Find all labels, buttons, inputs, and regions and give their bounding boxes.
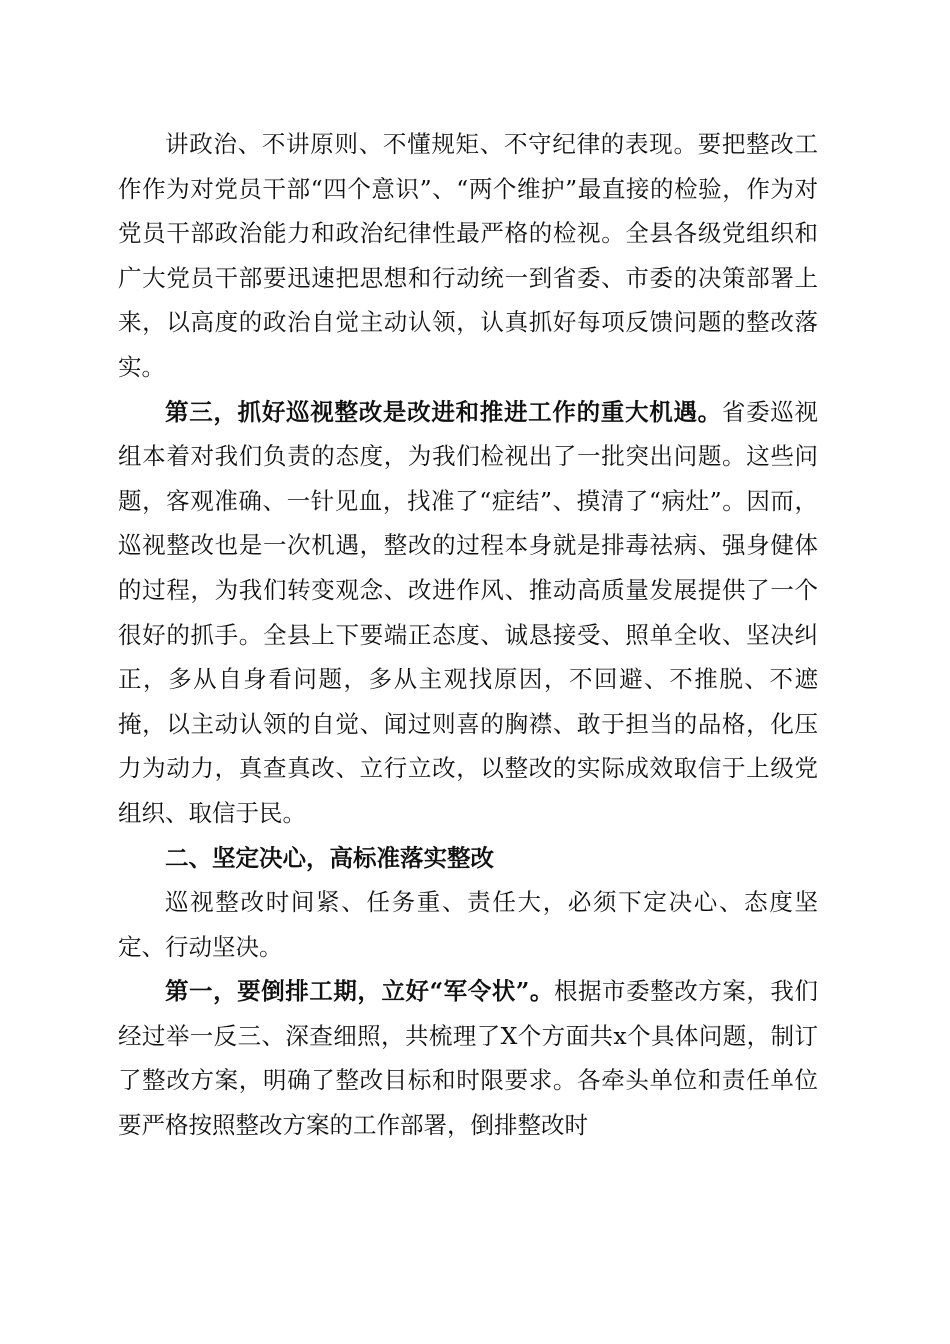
paragraph-2 (118, 390, 818, 836)
paragraph-5-text: 根据市委整改方案，我们经过举一反三、深查细照，共梳理了X个方面共x个具体问题，制订了整改方案，明确了整改目标和时限要求。各牵头单位和责任单位要严格按照整改方案的工作部署，倒排整改时 (118, 977, 818, 1140)
section-heading-2 (118, 836, 818, 881)
document-page (118, 122, 818, 1148)
paragraph-1-text: 讲政治、不讲原则、不懂规矩、不守纪律的表现。要把整改工作作为对党员干部“四个意识”、“两个维护”最直接的检验，作为对党员干部政治能力和政治纪律性最严格的检视。全县各级党组织和广大党员干部要迅速把思想和行动统一到省委、市委的决策部署上来，以高度的政治自觉主动认领，认真抓好每项反馈问题的整改落实。 (118, 130, 818, 381)
paragraph-4-text: 巡视整改时间紧、任务重、责任大，必须下定决心、态度坚定、行动坚决。 (118, 888, 818, 961)
paragraph-5-heading: 第一，要倒排工期，立好“军令状”。 (165, 977, 554, 1006)
paragraph-2-heading: 第三，抓好巡视整改是改进和推进工作的重大机遇。 (165, 397, 722, 426)
section-heading-2-text: 二、坚定决心，高标准落实整改 (165, 843, 494, 872)
paragraph-2-text: 省委巡视组本着对我们负责的态度，为我们检视出了一批突出问题。这些问题，客观准确、一针见血，找准了“症结”、摸清了“病灶”。因而，巡视整改也是一次机遇，整改的过程本身就是排毒祛病、强身健体的过程，为我们转变观念、改进作风、推动高质量发展提供了一个很好的抓手。全县上下要端正态度、诚恳接受、照单全收、坚决纠正，多从自身看问题，多从主观找原因，不回避、不推脱、不遮掩，以主动认领的自觉、闻过则喜的胸襟、敢于担当的品格，化压力为动力，真查真改、立行立改，以整改的实际成效取信于上级党组织、取信于民。 (118, 397, 819, 827)
paragraph-5 (118, 969, 818, 1147)
paragraph-1 (118, 122, 818, 390)
paragraph-4 (118, 880, 818, 969)
